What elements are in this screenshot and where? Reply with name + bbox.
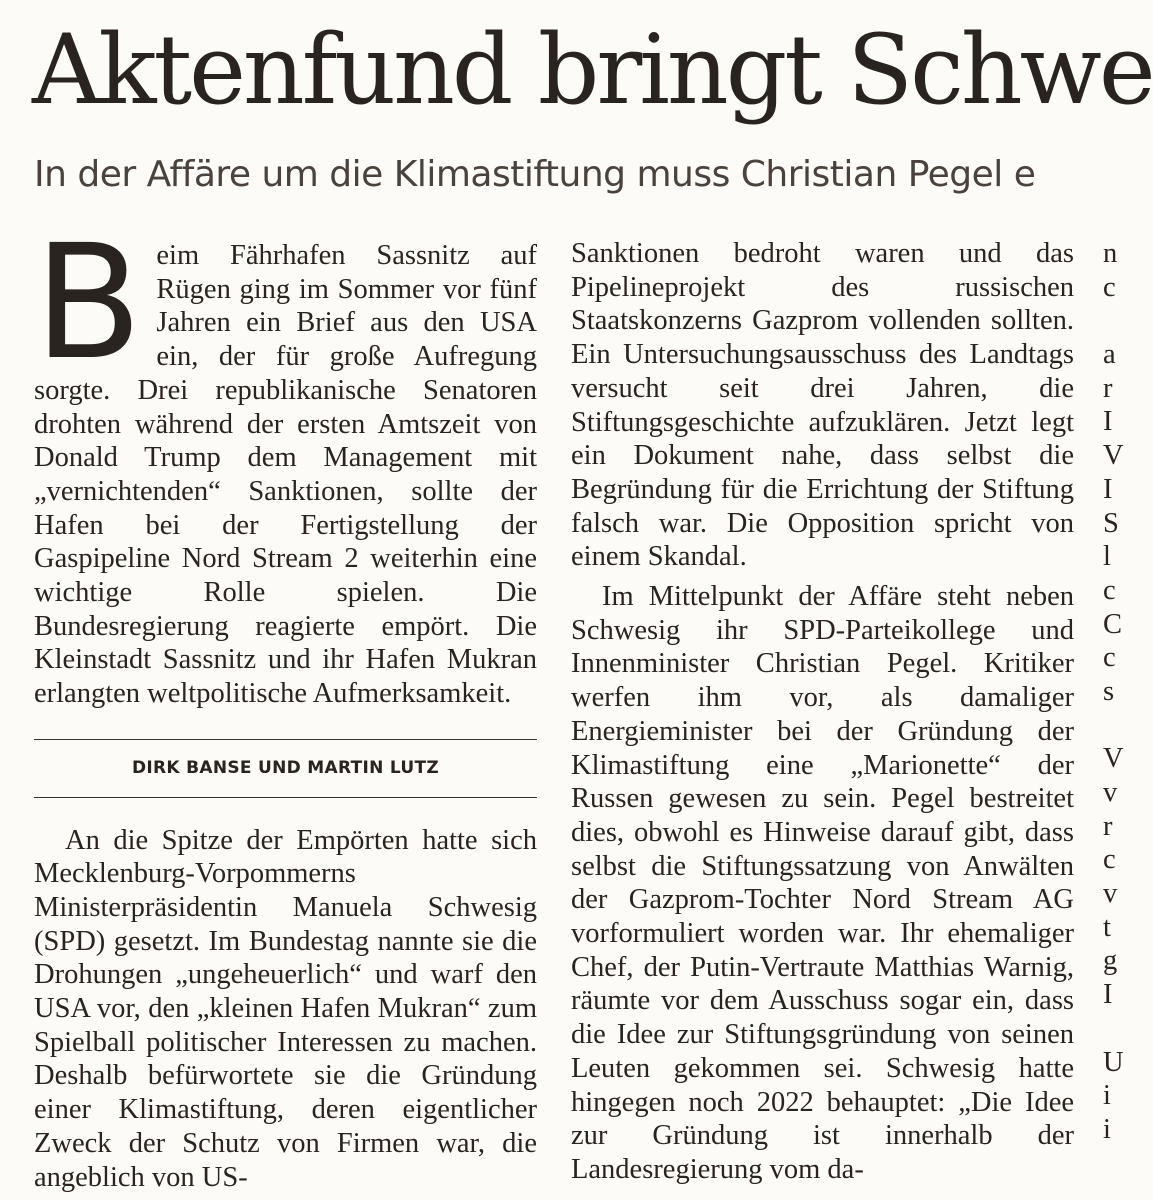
column-3-line: V — [1103, 743, 1124, 775]
column-3-line: r — [1103, 372, 1113, 404]
column-3-line: t — [1103, 911, 1111, 943]
column-3-line: v — [1103, 777, 1118, 808]
column-3-line: c — [1103, 844, 1116, 876]
column-3-line: C — [1103, 608, 1123, 640]
column-3-line — [1103, 304, 1143, 338]
body-paragraph: Im Mittelpunkt der Affäre steht neben Schwesig ihr SPD-Parteikollege und Innenminister Christian Pegel. Kritiker werfen ihm vor, als damaliger Energieminister bei der Gründung der Klimastiftung eine „Marionette“ der Russen gewesen zu sein. Pegel bestreitet dies, obwohl es Hinweise darauf gibt, dass selbst die Stiftungssatzung von Anwälten der Gazprom-Tochter Nord Stream AG vorformuliert worden war. Ihr ehemaliger Chef, der Putin-Vertraute Matthias Warnig, räumte vor dem Ausschuss sogar ein, dass die Idee zur Stiftungsgründung von seinen Leuten gekommen sei. Schwesig hatte hingegen noch 2022 behauptet: „Die Idee zur Gründung ist innerhalb der Landesregierung vom da- — [571, 581, 1074, 1185]
column-3-line: I — [1103, 473, 1113, 505]
column-3-line: I — [1103, 979, 1113, 1011]
column-3-line: c — [1103, 642, 1116, 674]
byline: DIRK BANSE UND MARTIN LUTZ — [131, 757, 440, 778]
column-3-line: c — [1103, 271, 1116, 303]
column-3-line: a — [1103, 339, 1116, 371]
column-3-line: i — [1103, 1113, 1111, 1145]
column-3-line: v — [1103, 878, 1118, 910]
column-3-line: I — [1103, 406, 1113, 438]
column-3-line: S — [1103, 507, 1119, 539]
column-3-line: i — [1103, 1080, 1111, 1112]
column-3-line: s — [1103, 675, 1115, 707]
column-3-line: V — [1103, 440, 1124, 472]
column-3-line: U — [1103, 1046, 1124, 1078]
column-1 — [34, 211, 537, 1194]
subheadline: In der Affäre um die Klimastiftung muss Christian Pegel e — [34, 154, 1036, 195]
column-3-line: n — [1103, 238, 1118, 269]
column-3-line: g — [1103, 945, 1118, 977]
column-3-line: c — [1103, 574, 1116, 606]
headline: Aktenfund bringt Schwe — [32, 14, 1153, 126]
drop-cap: B — [34, 211, 143, 395]
body-paragraph: Sanktionen bedroht waren und das Pipelineprojekt des russischen Staatskonzerns Gazprom vollenden sollten. Ein Untersuchungsausschuss des Landtags versucht seit drei Jahren, die Stiftungsgeschichte aufzuklären. Jetzt legt ein Dokument nahe, dass selbst die Begründung für die Errichtung der Stiftung falsch war. Die Opposition spricht von einem Skandal. — [571, 238, 1074, 573]
column-3-line — [1103, 1012, 1143, 1046]
column-3-line — [1103, 709, 1143, 743]
column-2 — [571, 237, 1074, 1187]
byline-rule-bottom — [34, 797, 537, 798]
body-paragraph: An die Spitze der Empörten hatte sich Mecklenburg-Vorpommerns Ministerpräsidentin Manuela Schwesig (SPD) gesetzt. Im Bundestag nannte sie die Drohungen „ungeheuerlich“ und warf den USA vor, den „kleinen Hafen Mukran“ zum Spielball politischer Interessen zu machen. Deshalb befürwortete sie die Gründung einer Klimastiftung, deren eigentlicher Zweck der Schutz von Firmen war, die angeblich von US- — [34, 824, 537, 1193]
column-3-line: l — [1103, 541, 1111, 573]
column-3-cut-off — [1103, 237, 1143, 1147]
lead-paragraph: eim Fährhafen Sassnitz auf Rügen ging im Sommer vor fünf Jahren ein Brief aus den USA ein, der für große Aufregung sorgte. Drei republikanische Senatoren drohten während der ersten Amtszeit von Donald Trump dem Management mit „vernichtenden“ Sanktionen, sollte der Hafen bei der Fertigstellung der Gaspipeline Nord Stream 2 weiterhin eine wichtige Rolle spielen. Die Bundesregierung reagierte empört. Die Kleinstadt Sassnitz und ihr Hafen Mukran erlangten weltpolitische Aufmerksamkeit. — [34, 240, 537, 710]
column-3-line: r — [1103, 810, 1113, 842]
